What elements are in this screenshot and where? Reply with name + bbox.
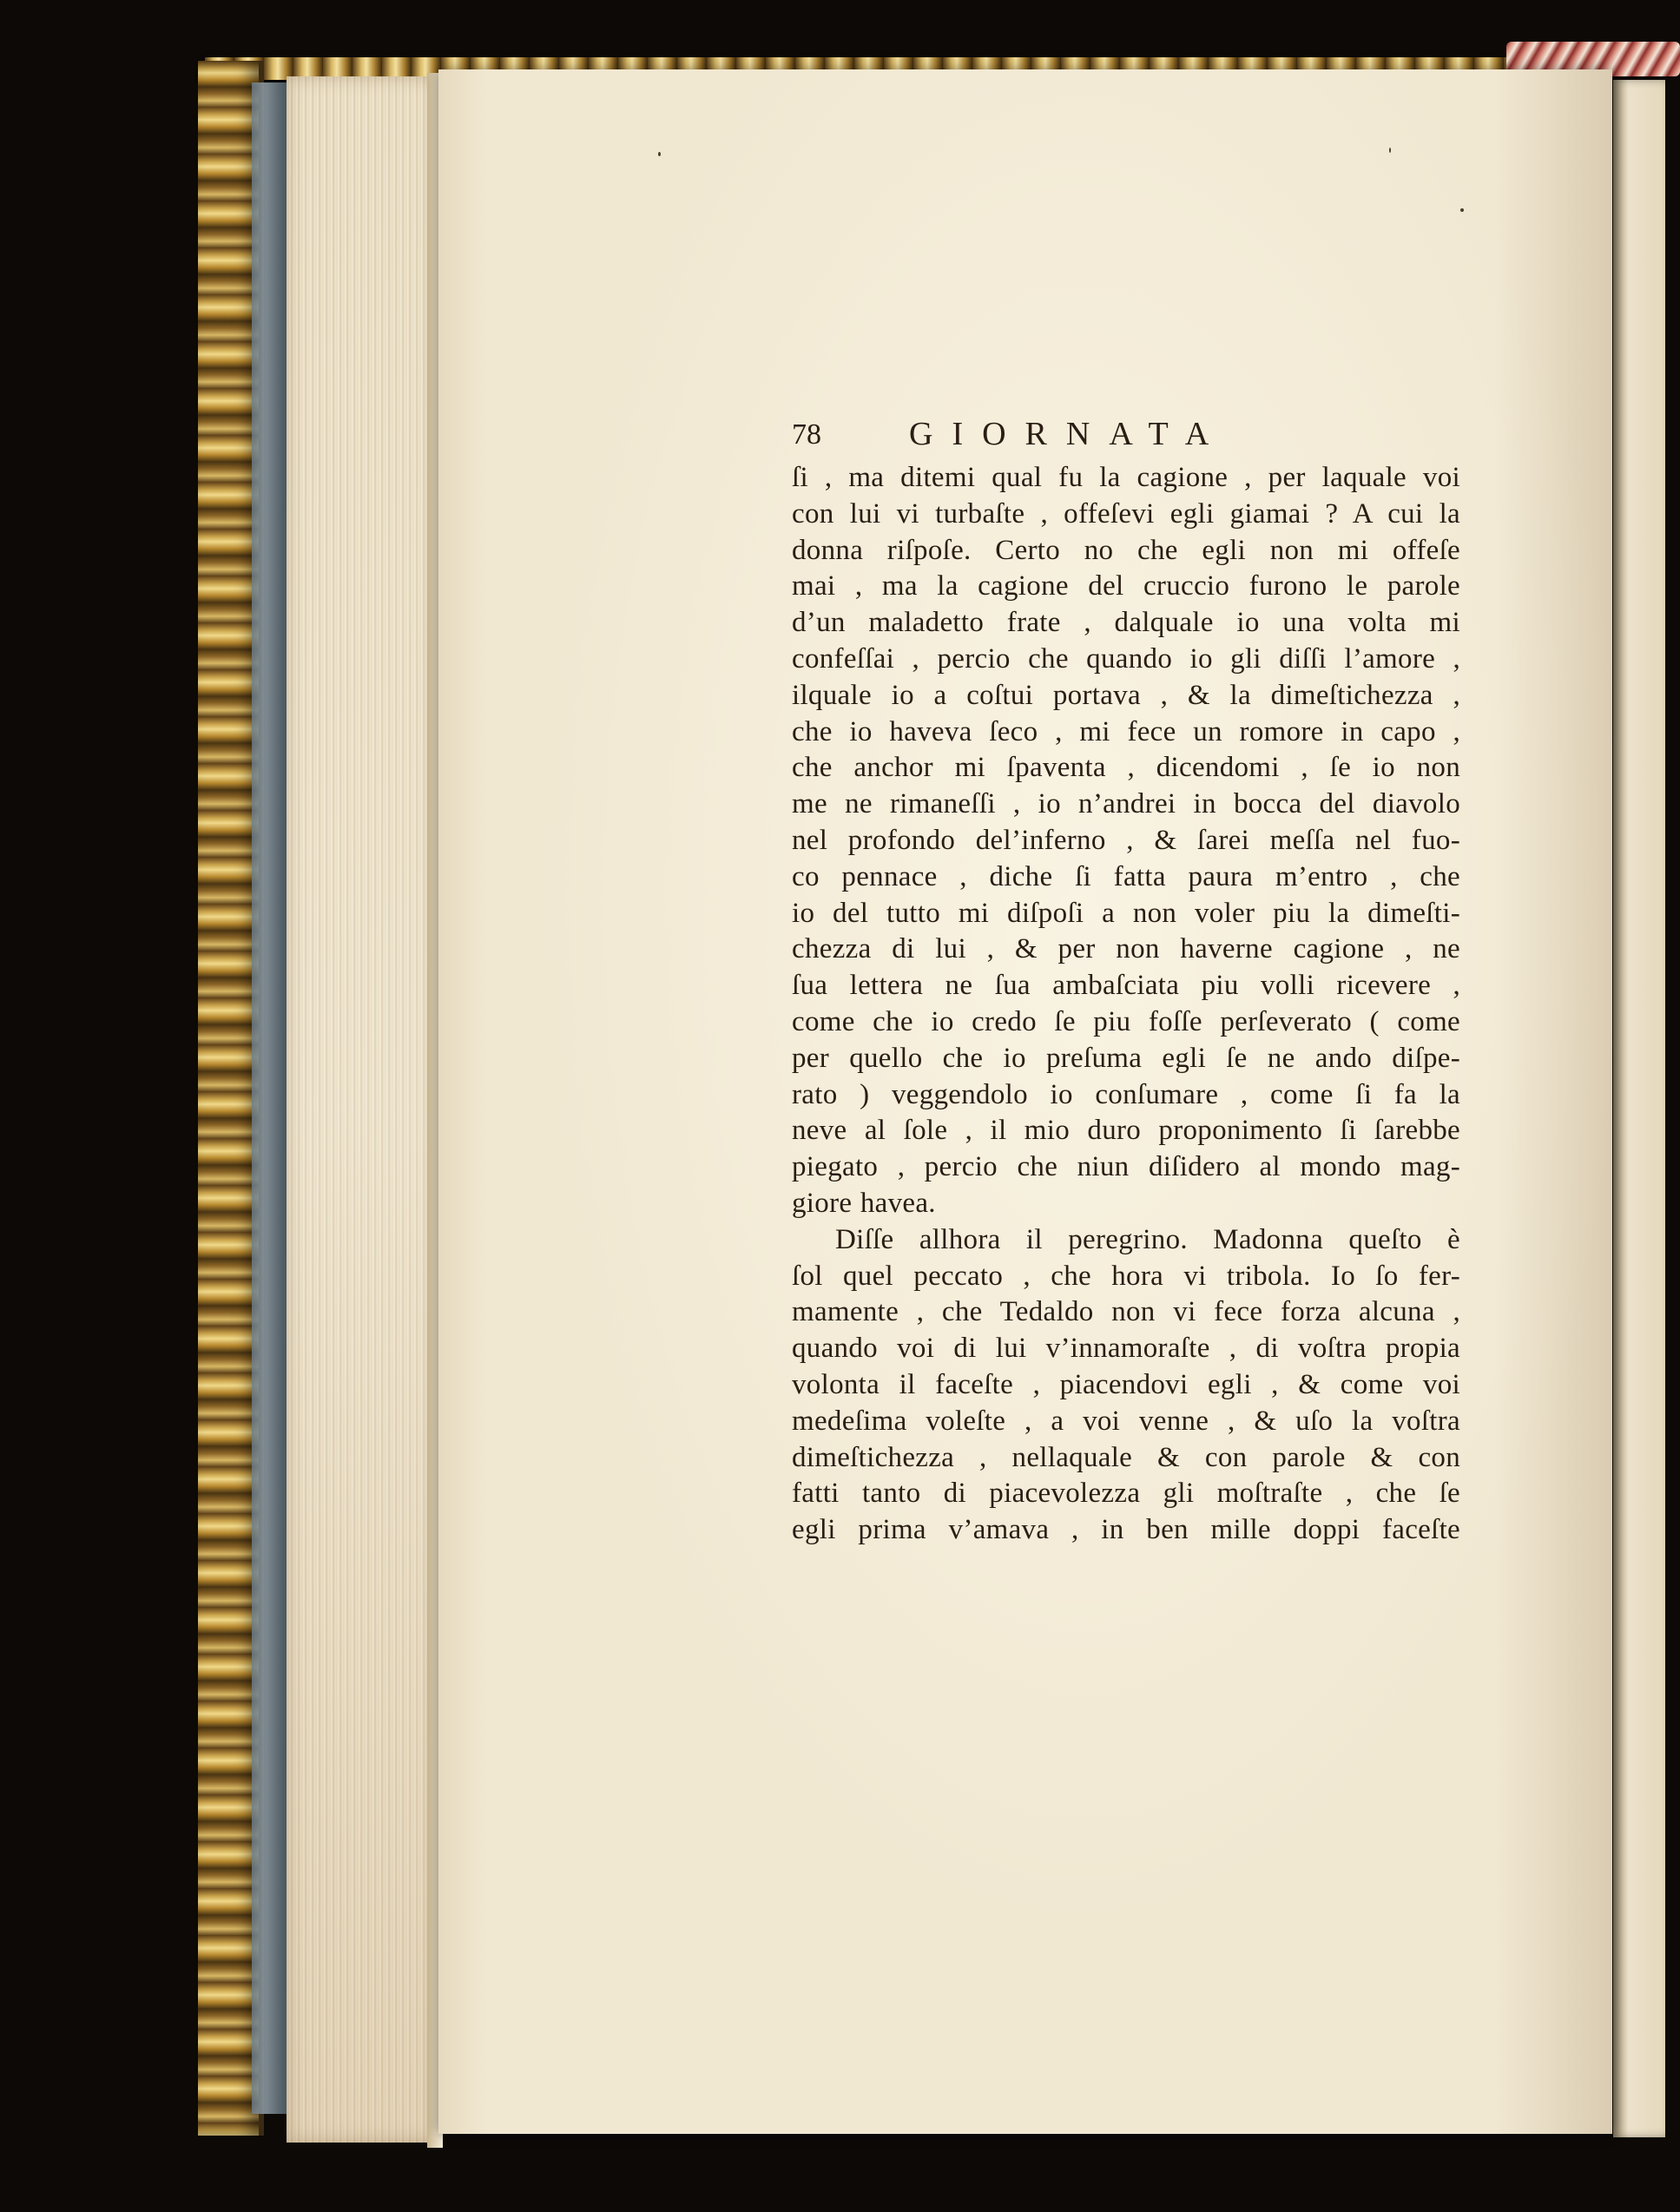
text-line: donna riſpoſe. Certo no che egli non mi offeſe [792,534,1460,566]
running-head [792,408,1460,460]
text-line: io del tutto mi diſpoſi a non voler piu la dimeſti- [792,897,1460,929]
text-line: rato ) veggendolo io conſumare , come ſi fa la [792,1078,1460,1110]
text-line: co pennace , diche ſi fatta paura m’entro , che [792,860,1460,892]
text-line: dimeſtichezza , nellaquale & con parole & con [792,1441,1460,1473]
text-line: mai , ma la cagione del cruccio furono le parole [792,570,1460,602]
text-line: me ne rimaneſſi , io n’andrei in bocca del diavolo [792,788,1460,820]
text-line: ilquale io a coſtui portava , & la dimeſtichezza , [792,679,1460,711]
foxing-spot [1460,208,1464,212]
foxing-spot [1389,148,1391,153]
text-line: egli prima v’amava , in ben mille doppi faceſte [792,1514,1460,1546]
text-line: volonta il faceſte , piacendovi egli , & come voi [792,1368,1460,1400]
text-line: d’un maladetto frate , dalquale io una volta mi [792,607,1460,639]
body-text [792,460,1460,1549]
text-line: con lui vi turbaſte , offeſevi egli giamai ? A cui la [792,497,1460,530]
text-line: ſi , ma ditemi qual fu la cagione , per laquale voi [792,462,1460,493]
text-line: mamente , che Tedaldo non vi fece forza alcuna , [792,1296,1460,1328]
text-line: giore havea. [792,1187,936,1219]
text-line: confeſſai , percio che quando io gli diſſi l’amore , [792,642,1460,675]
foxing-spot [658,152,661,156]
text-line-paragraph-start: Diſſe allhora il peregrino. Madonna queſto è [835,1223,1460,1255]
right-page-sliver [1613,80,1665,2137]
text-line: piegato , percio che niun diſidero al mondo mag- [792,1151,1460,1183]
page-number: 78 [792,418,821,451]
binding-inner-strip [252,82,287,2114]
text-line: come che io credo ſe piu foſſe perſeverato ( come [792,1005,1460,1037]
running-head-title: GIORNATA [909,416,1229,452]
text-line: quando voi di lui v’innamoraſte , di voſtra propia [792,1333,1460,1365]
page-stack-edge [287,76,438,2143]
text-line: chezza di lui , & per non haverne cagione , ne [792,933,1460,965]
text-line: ſua lettera ne ſua ambaſciata piu volli ricevere , [792,970,1460,1002]
page-text-block [792,408,1460,1549]
text-line: fatti tanto di piacevolezza gli moſtraſte , che ſe [792,1478,1460,1510]
text-line: ſol quel peccato , che hora vi tribola. Io ſo fer- [792,1260,1460,1292]
text-line: che anchor mi ſpaventa , dicendomi , ſe io non [792,752,1460,784]
text-line: per quello che io preſuma egli ſe ne ando diſpe- [792,1042,1460,1074]
text-line: neve al ſole , il mio duro proponimento ſi ſarebbe [792,1115,1460,1147]
text-line: che io haveva ſeco , mi fece un romore in capo , [792,715,1460,747]
text-line: medeſima voleſte , a voi venne , & uſo la voſtra [792,1405,1460,1437]
text-line: nel profondo del’inferno , & ſarei meſſa nel fuo- [792,824,1460,856]
